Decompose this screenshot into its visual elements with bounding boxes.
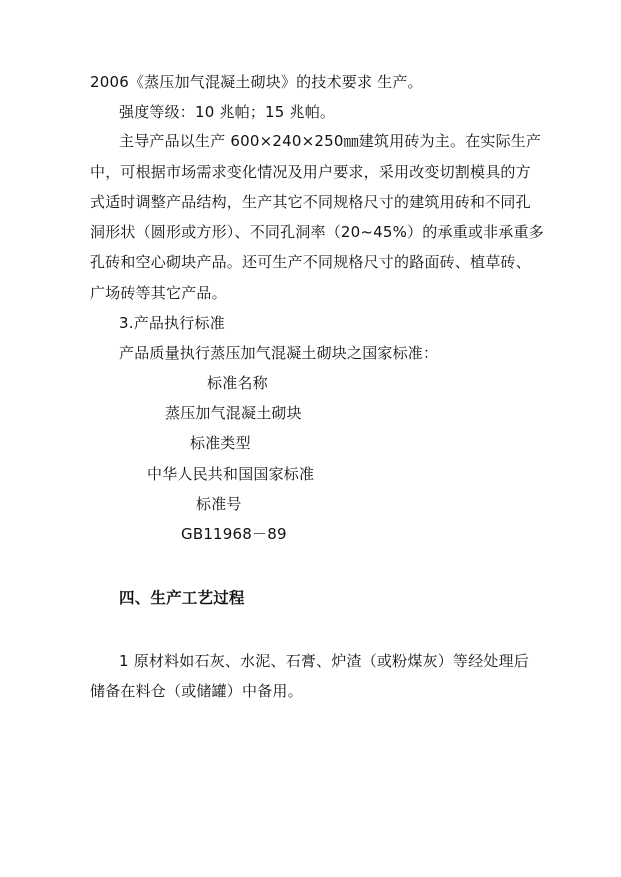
process-line-2: 储备在料仓（或储罐）中备用。 — [90, 682, 303, 700]
text-line-10: 产品质量执行蒸压加气混凝土砌块之国家标准： — [119, 344, 439, 362]
text-line-3: 主导产品以生产 600×240×250㎜建筑用砖为主。在实际生产 — [119, 132, 542, 150]
text-line-1: 2006《蒸压加气混凝土砌块》的技术要求 生产。 — [90, 73, 423, 91]
text-line-4: 中，可根据市场需求变化情况及用户要求，采用改变切割模具的方 — [90, 163, 531, 181]
process-line-1: 1 原材料如石灰、水泥、石膏、炉渣（或粉煤灰）等经处理后 — [119, 652, 529, 670]
standard-name-label: 标准名称 — [207, 374, 268, 392]
standard-number-label: 标准号 — [196, 495, 242, 513]
standard-name-value: 蒸压加气混凝土砌块 — [165, 404, 302, 422]
text-line-6: 洞形状（圆形或方形）、不同孔洞率（20~45%）的承重或非承重多 — [90, 223, 544, 241]
standard-type-label: 标准类型 — [190, 434, 251, 452]
section-heading: 四、生产工艺过程 — [119, 589, 245, 607]
standard-number-value: GB11968－89 — [181, 525, 287, 543]
text-line-8: 广场砖等其它产品。 — [90, 284, 227, 302]
text-line-7: 孔砖和空心砌块产品。还可生产不同规格尺寸的路面砖、植草砖、 — [90, 253, 531, 271]
text-line-2: 强度等级：10 兆帕；15 兆帕。 — [119, 103, 336, 121]
text-line-9: 3.产品执行标准 — [119, 314, 225, 332]
standard-type-value: 中华人民共和国国家标准 — [147, 465, 315, 483]
text-line-5: 式适时调整产品结构，生产其它不同规格尺寸的建筑用砖和不同孔 — [90, 193, 531, 211]
